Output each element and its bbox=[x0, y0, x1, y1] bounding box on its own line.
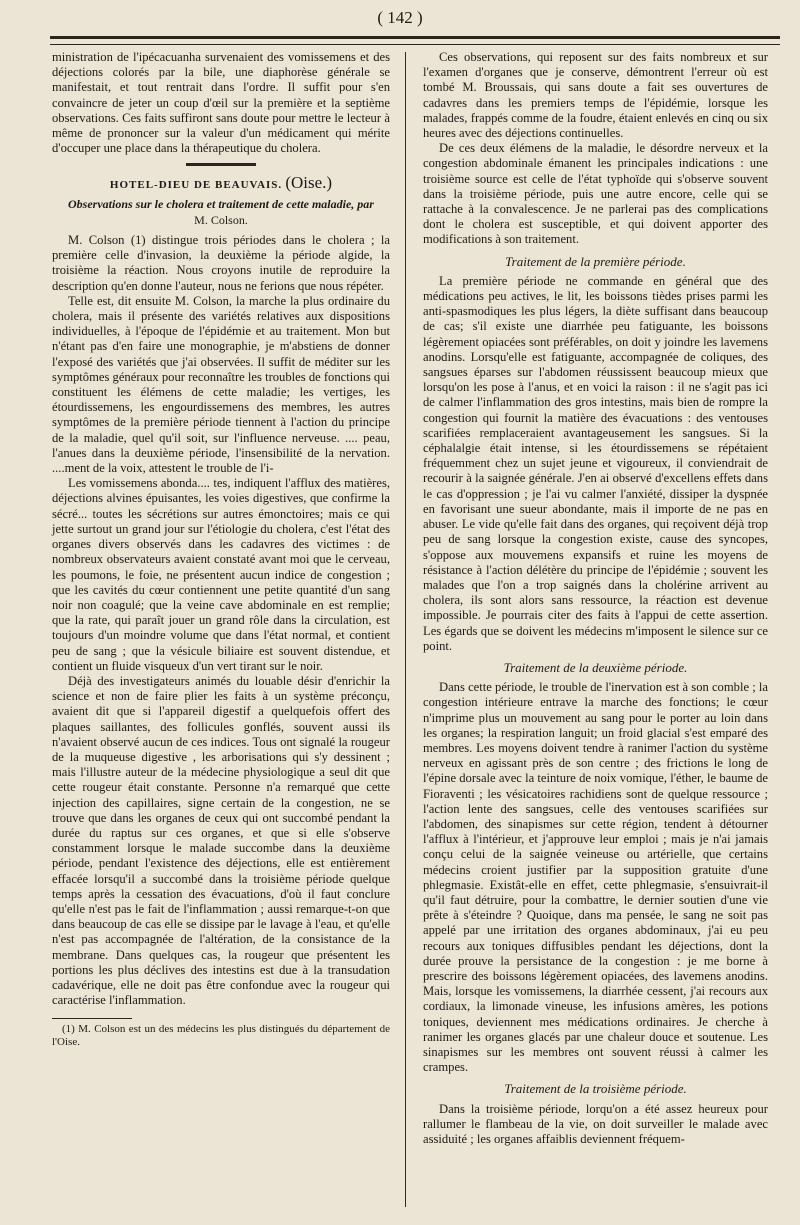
right-column bbox=[423, 50, 768, 1147]
paragraph: Ces observations, qui reposent sur des faits nombreux et sur l'examen d'organes que je conserve, démontrent l'erreur où est tombé M. Broussais, qui sans doute a fait ses ouvertures de cadavres dans les premiers temps de l'épidémie, lorsque les malades, frappés comme de la foudre, étaient enlevés en cinq ou six heures avec des déjections continuelles. bbox=[423, 50, 768, 141]
section-heading-second-period: Traitement de la deuxième période. bbox=[503, 659, 688, 675]
column-divider bbox=[405, 52, 406, 1207]
footnote-rule bbox=[52, 1018, 132, 1019]
section-heading-third-period: Traitement de la troisième période. bbox=[504, 1081, 687, 1097]
paragraph: Telle est, dit ensuite M. Colson, la marche la plus ordinaire du cholera, mais il présente des variétés relatives aux dispositions individuelles, à l'époque de l'épidémie et au traitement. Mon but n'étant pas d'en faire une monographie, je m'abstiens de donner l'exposé des variétés que j'ai observées. Il suffit de méditer sur les symptômes généraux pour reconnaître les troubles de fonctions qui constituent les élémens de cette maladie; les vertiges, les étourdissemens, les engourdissemens des membres, les autres symptômes de la première période tiennent à l'action du principe de la maladie, quel qu'il soit, sur l'influence nerveuse. .... peau, l'anues dans la deuxième période, l'insensibilité de la nervation. ....ment de la voix, attestent le trouble de l'i- bbox=[52, 293, 390, 476]
page-number: ( 142 ) bbox=[377, 8, 423, 27]
left-column bbox=[52, 50, 390, 1048]
paragraph: La première période ne commande en général que des médications peu actives, le lit, les boissons tièdes prises parmi les anti-spasmodiques les plus légers, la diète suffisant dans beaucoup de cas; s'il existe une diarrhée peu fatiguante, les boissons légèrement opiacées sont préférables, on doit y joindre les lavemens anodins. Lorsqu'elle est fatiguante, accompagnée de coliques, des sangsues éparses sur l'abdomen réussissent beaucoup mieux que lorsqu'on les pose à l'anus, et en voici la raison : il ne s'agit pas ici de calmer l'inflammation des gros intestins, mais bien de rompre la congestion qui fournit la matière des évacuations : des ventouses scarifiées remplaceraient avantageusement les sangsues. Si la céphalalgie était intense, si les étourdissemens se répétaient fréquemment chez un sujet jeune et vigoureux, il conviendrait de recourir à la saignée générale. J'en ai observé d'excellens effets dans le cas d'oppression ; je l'ai vu calmer l'anxiété, dissiper la dyspnée en favorisant une sueur abondante, mais il importe de ne pas en abuser. Le vide qu'elle fait dans des organes, qui reçoivent déjà trop peu de sang lorsque la congestion existe, cause des syncopes, s'oppose aux mouvemens expansifs et ruine les moyens de résistance à l'action délétère du principe de l'épidémie ; souvent les malades que l'on a trop saignés dans la cholérine arrivent au cholera, ils sont alors sans ressource, la réaction est devenue impossible. Je pourrais citer des faits à l'appui de cette assertion. Les égards que se doivent les médecins m'imposent le silence sur ce point. bbox=[423, 273, 768, 653]
hospital-name: HOTEL-DIEU DE BEAUVAIS. bbox=[109, 179, 283, 192]
article-subtitle: Observations sur le cholera et traitement de cette maladie, par bbox=[68, 196, 374, 211]
hospital-heading bbox=[52, 175, 390, 193]
paragraph: De ces deux élémens de la maladie, le désordre nerveux et la congestion abdominale émanent les principales indications : une troisième source est celle de l'état typhoïde qui s'observe souvent dans la troisième période, puis une autre encore, celle qui se rattache à la convalescence. Je ne parlerai pas des complications dont le cholera est susceptible, et qui doivent apporter des modifications à son traitement. bbox=[423, 141, 768, 247]
paragraph: Les vomissemens abonda.... tes, indiquent l'afflux des matières, déjections alvines épuisantes, les voies digestives, que confirme la sécré... toutes les sécrétions sur autres émonctoires; mais ce qui jette surtout un grand jour sur l'étiologie du cholera, c'est l'état des organes divers observés dans les cadavres des victimes : de nombreux observateurs avaient constaté avant moi que le cerveau, les poumons, le foie, ne présentent aucun indice de congestion ; que les cavités du cœur contiennent une petite quantité d'un sang noir non coagulé; que la veine cave abdominale en est remplie; que la rate, qui paraît jouer un grand rôle dans la circulation, est toujours d'un moindre volume que dans l'état normal, et contient peu de sang ; que la vésicule biliaire est souvent distendue, et contient un fluide visqueux d'un vert tirant sur le noir. bbox=[52, 476, 390, 673]
paragraph: Dans la troisième période, lorqu'on a été assez heureux pour rallumer le flambeau de la vie, on doit surveiller le malade avec assiduité ; les organes affaiblis deviennent fréquem- bbox=[423, 1101, 768, 1147]
header-rule bbox=[50, 36, 780, 45]
section-heading-first-period: Traitement de la première période. bbox=[505, 253, 686, 269]
paragraph: M. Colson (1) distingue trois périodes dans le cholera ; la première celle d'invasion, la deuxième la période algide, la troisième la réaction. Nous croyons inutile de reproduire la description qu'en donne l'auteur, nous ne ferions que nous répéter. bbox=[52, 233, 390, 293]
paragraph: Dans cette période, le trouble de l'inervation est à son comble ; la congestion intérieure entrave la marche des fonctions; le cœur n'imprime plus un mouvement au sang pour le porter au loin dans les organes; la respiration languit; un froid glacial s'est emparé des membres. Les moyens doivent tendre à ranimer l'action du système nerveux en agissant près de son centre ; des frictions le long de l'épine dorsale avec la teinture de noix vomique, l'éther, le baume de Fioraventi ; les vésicatoires rachidiens sont de quelque ressource ; l'action lente des sangsues, celle des ventouses scarifiées sur l'abdomen, des sinapismes sur cette région, tendent à détourner l'afflux à l'intérieur, et j'approuve leur emploi ; mais je n'ai jamais conçu celui de la saignée veineuse ou artérielle, que certains médecins croient justifier par la supposition gratuite d'une phlegmasie. Existât-elle en effet, cette phlegmasie, s'ensuivrait-il qu'il faut détruire, pour la combattre, le dernier soutien d'une vie prête à s'éteindre ? Quoique, dans ma pensée, le sang ne soit pas appelé par une irritation des organes abdominaux, j'ai eu peu recours aux toniques diffusibles pendant les déjections, dont la durée prouve la persistance de la congestion : je me borne à prescrire des boissons légèrement opiacées, des lavemens anodins. Mais, lorsque les vomissemens, la diarrhée cessent, j'ai recours aux cordiaux, la limonade vineuse, les infusions amères, les potions toniques, deviennent mes médications ordinaires. Je cherche à ranimer les organes glacés par une chaleur douce et soutenue. Les sinapismes sur les membres ont souvent réussi à calmer les crampes. bbox=[423, 680, 768, 1075]
footnote: (1) M. Colson est un des médecins les plus distingués du département de l'Oise. bbox=[52, 1023, 390, 1048]
hospital-region: (Oise.) bbox=[285, 173, 333, 193]
article-author: M. Colson. bbox=[194, 212, 248, 227]
section-separator bbox=[186, 163, 256, 166]
intro-paragraph: ministration de l'ipécacuanha survenaient des vomissemens et des déjections colorés par la bile, une diaphorèse générale se manifestait, et tout rentrait dans l'ordre. Il suffit pour s'en convaincre de jeter un coup d'œil sur la première et la septième observations. Ces faits suffiront sans doute pour mettre le lecteur à même de prononcer sur la valeur d'un médicament qui mérite d'occuper une place dans la thérapeutique du cholera. bbox=[52, 50, 390, 156]
paragraph: Déjà des investigateurs animés du louable désir d'enrichir la science et non de faire plier les faits à un système préconçu, avaient dit que si l'appareil digestif a quelquefois offert des plaques saillantes, des follicules gonflés, souvent aussi ils n'avaient observé aucun de ces indices. Tous ont signalé la rougeur de la muqueuse digestive , les arborisations qui s'y dessinent ; mais l'illustre auteur de la médecine physiologique a seul dit que cette rougeur était constante. Personne n'a remarqué que cette injection des capillaires, signe certain de la congestion, ne se trouve que dans les organes de ceux qui ont succombé pendant la durée du raptus sur ces organes, et que si elle s'observe constamment lorsque le malade succombe dans la deuxième période, pendant l'existence des déjections, elle est entièrement effacée lorsqu'il a succombé dans la troisième période quelque temps après la cessation des évacuations, d'où il faut conclure qu'elle n'est pas le fait de l'inflammation ; aussi remarque-t-on que dans beaucoup de cas elle se dissipe par le lavage à l'eau, et qu'elle n'est pas accompagnée de l'altération, de la consistance de la membrane. Dans quelques cas, la rougeur que présentent les portions les plus déclives des intestins est due à la transudation cadavérique, elle ne doit pas être confondue avec la rougeur qui caractérise l'inflammation. bbox=[52, 673, 390, 1008]
